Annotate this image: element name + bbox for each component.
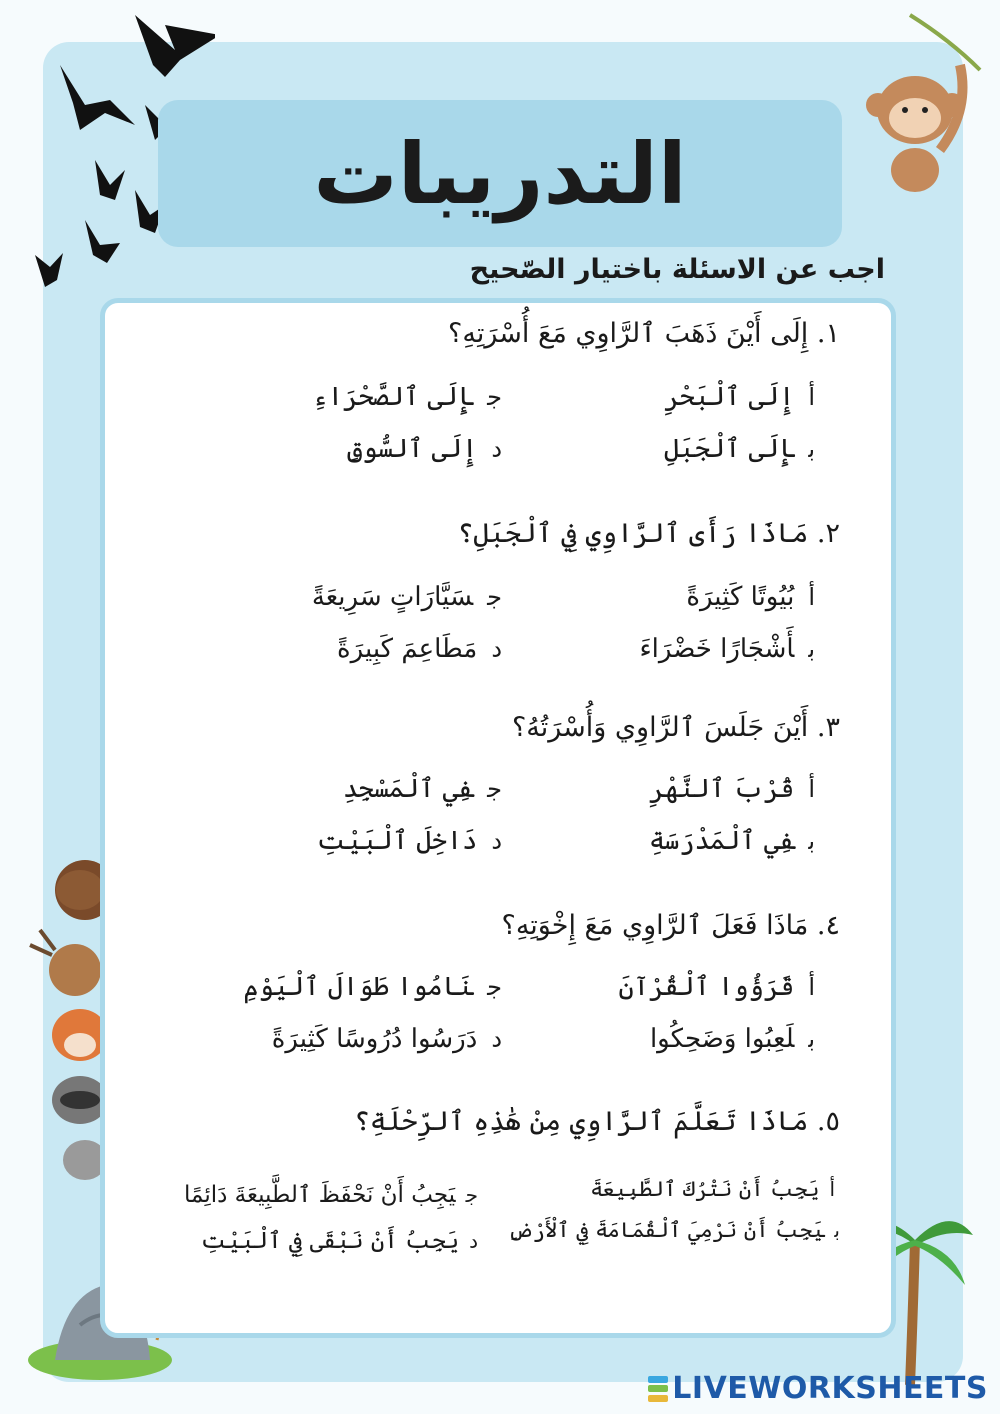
option-text: بُيُوتًا كَثِيرَةً <box>686 582 795 612</box>
option-letter: ج <box>487 583 502 611</box>
q4-option-d[interactable] <box>272 1024 502 1054</box>
option-text: دَاخِلَ ٱلْبَيْتِ <box>316 826 478 856</box>
question-1: ١. إِلَى أَيْنَ ذَهَبَ ٱلرَّاوِي مَعَ أُسْرَتِهِ؟ <box>448 318 840 349</box>
option-text: يَجِبُ أَنْ نَحْفَظَ ٱلطَّبِيعَةَ دَائِمًا <box>184 1182 456 1208</box>
option-letter: ج <box>487 973 502 1001</box>
title-banner <box>158 100 842 247</box>
option-letter: أ <box>808 583 815 611</box>
option-letter: ب <box>808 635 815 663</box>
logo-text: LIVEWORKSHEETS <box>672 1371 988 1406</box>
option-text: لَعِبُوا وَضَحِكُوا <box>649 1024 795 1054</box>
option-text: فِي ٱلْمَدْرَسَةِ <box>648 826 795 856</box>
q5-option-c[interactable] <box>184 1182 478 1208</box>
option-letter: ب <box>808 1025 815 1053</box>
page-title: التدريبات <box>313 124 687 223</box>
option-text: إِلَى ٱلسُّوقِ <box>347 434 478 464</box>
option-letter: د <box>491 827 502 855</box>
q5-option-a[interactable] <box>590 1177 835 1201</box>
option-text: إِلَى ٱلصَّحْرَاءِ <box>312 382 474 412</box>
option-text: قَرَؤُوا ٱلْقُرْآنَ <box>618 972 795 1002</box>
q2-option-a[interactable] <box>686 582 815 612</box>
option-text: نَامُوا طَوَالَ ٱلْيَوْمِ <box>243 972 474 1002</box>
q1-option-b[interactable] <box>664 434 815 464</box>
option-letter: أ <box>808 973 815 1001</box>
q2-option-c[interactable] <box>312 582 502 612</box>
option-text: مَطَاعِمَ كَبِيرَةً <box>337 634 478 664</box>
option-text: يَجِبُ أَنْ نَرْمِيَ ٱلْقُمَامَةَ فِي ٱلْأَرْضِ <box>508 1218 825 1242</box>
q4-option-b[interactable] <box>650 1024 815 1054</box>
q5-option-b[interactable] <box>508 1218 840 1242</box>
option-text: فِي ٱلْمَسْجِدِ <box>343 774 474 804</box>
q4-option-c[interactable] <box>243 972 502 1002</box>
option-text: يَجِبُ أَنْ نَبْقَى فِي ٱلْبَيْتِ <box>200 1228 460 1254</box>
q1-option-d[interactable] <box>347 434 502 464</box>
option-text: دَرَسُوا دُرُوسًا كَثِيرَةً <box>271 1024 478 1054</box>
question-4: ٤. مَاذَا فَعَلَ ٱلرَّاوِي مَعَ إِخْوَتِهِ؟ <box>501 910 840 941</box>
option-letter: ب <box>834 1218 840 1242</box>
q3-option-a[interactable] <box>649 774 815 804</box>
instruction-text: اجب عن الاسئلة باختيار الصّحيح <box>469 254 885 285</box>
q2-option-b[interactable] <box>639 634 815 664</box>
question-3: ٣. أَيْنَ جَلَسَ ٱلرَّاوِي وَأُسْرَتُهُ؟ <box>511 712 840 743</box>
option-letter: د <box>491 1025 502 1053</box>
q1-option-a[interactable] <box>664 382 815 412</box>
option-letter: د <box>491 435 502 463</box>
option-letter: أ <box>808 383 815 411</box>
q3-option-c[interactable] <box>343 774 502 804</box>
q5-option-d[interactable] <box>201 1228 478 1254</box>
option-text: قُرْبَ ٱلنَّهْرِ <box>648 774 795 804</box>
liveworksheets-logo[interactable] <box>648 1371 988 1406</box>
option-letter: د <box>469 1229 478 1253</box>
option-letter: ج <box>487 383 502 411</box>
question-5: ٥. مَاذَا تَعَلَّمَ ٱلرَّاوِي مِنْ هَٰذِهِ ٱلرِّحْلَةِ؟ <box>354 1106 840 1137</box>
option-letter: د <box>491 635 502 663</box>
monkey-illustration <box>860 10 990 200</box>
option-text: سَيَّارَاتٍ سَرِيعَةً <box>311 582 474 612</box>
question-2: ٢. مَاذَا رَأَى ٱلرَّاوِي فِي ٱلْجَبَلِ؟ <box>457 518 840 549</box>
option-text: أَشْجَارًا خَضْرَاءَ <box>639 634 795 664</box>
q3-option-b[interactable] <box>649 826 815 856</box>
option-letter: ج <box>487 775 502 803</box>
option-text: يَجِبُ أَنْ نَتْرُكَ ٱلطَّبِيعَةَ <box>590 1177 820 1201</box>
option-letter: ج <box>465 1183 478 1207</box>
option-text: إِلَى ٱلْبَحْرِ <box>664 382 795 412</box>
option-letter: أ <box>829 1177 835 1201</box>
q4-option-a[interactable] <box>618 972 815 1002</box>
logo-icon <box>648 1376 668 1402</box>
option-text: إِلَى ٱلْجَبَلِ <box>664 434 795 464</box>
q1-option-c[interactable] <box>313 382 502 412</box>
option-letter: ب <box>808 435 815 463</box>
q3-option-d[interactable] <box>317 826 502 856</box>
q2-option-d[interactable] <box>337 634 502 664</box>
option-letter: أ <box>808 775 815 803</box>
option-letter: ب <box>808 827 815 855</box>
